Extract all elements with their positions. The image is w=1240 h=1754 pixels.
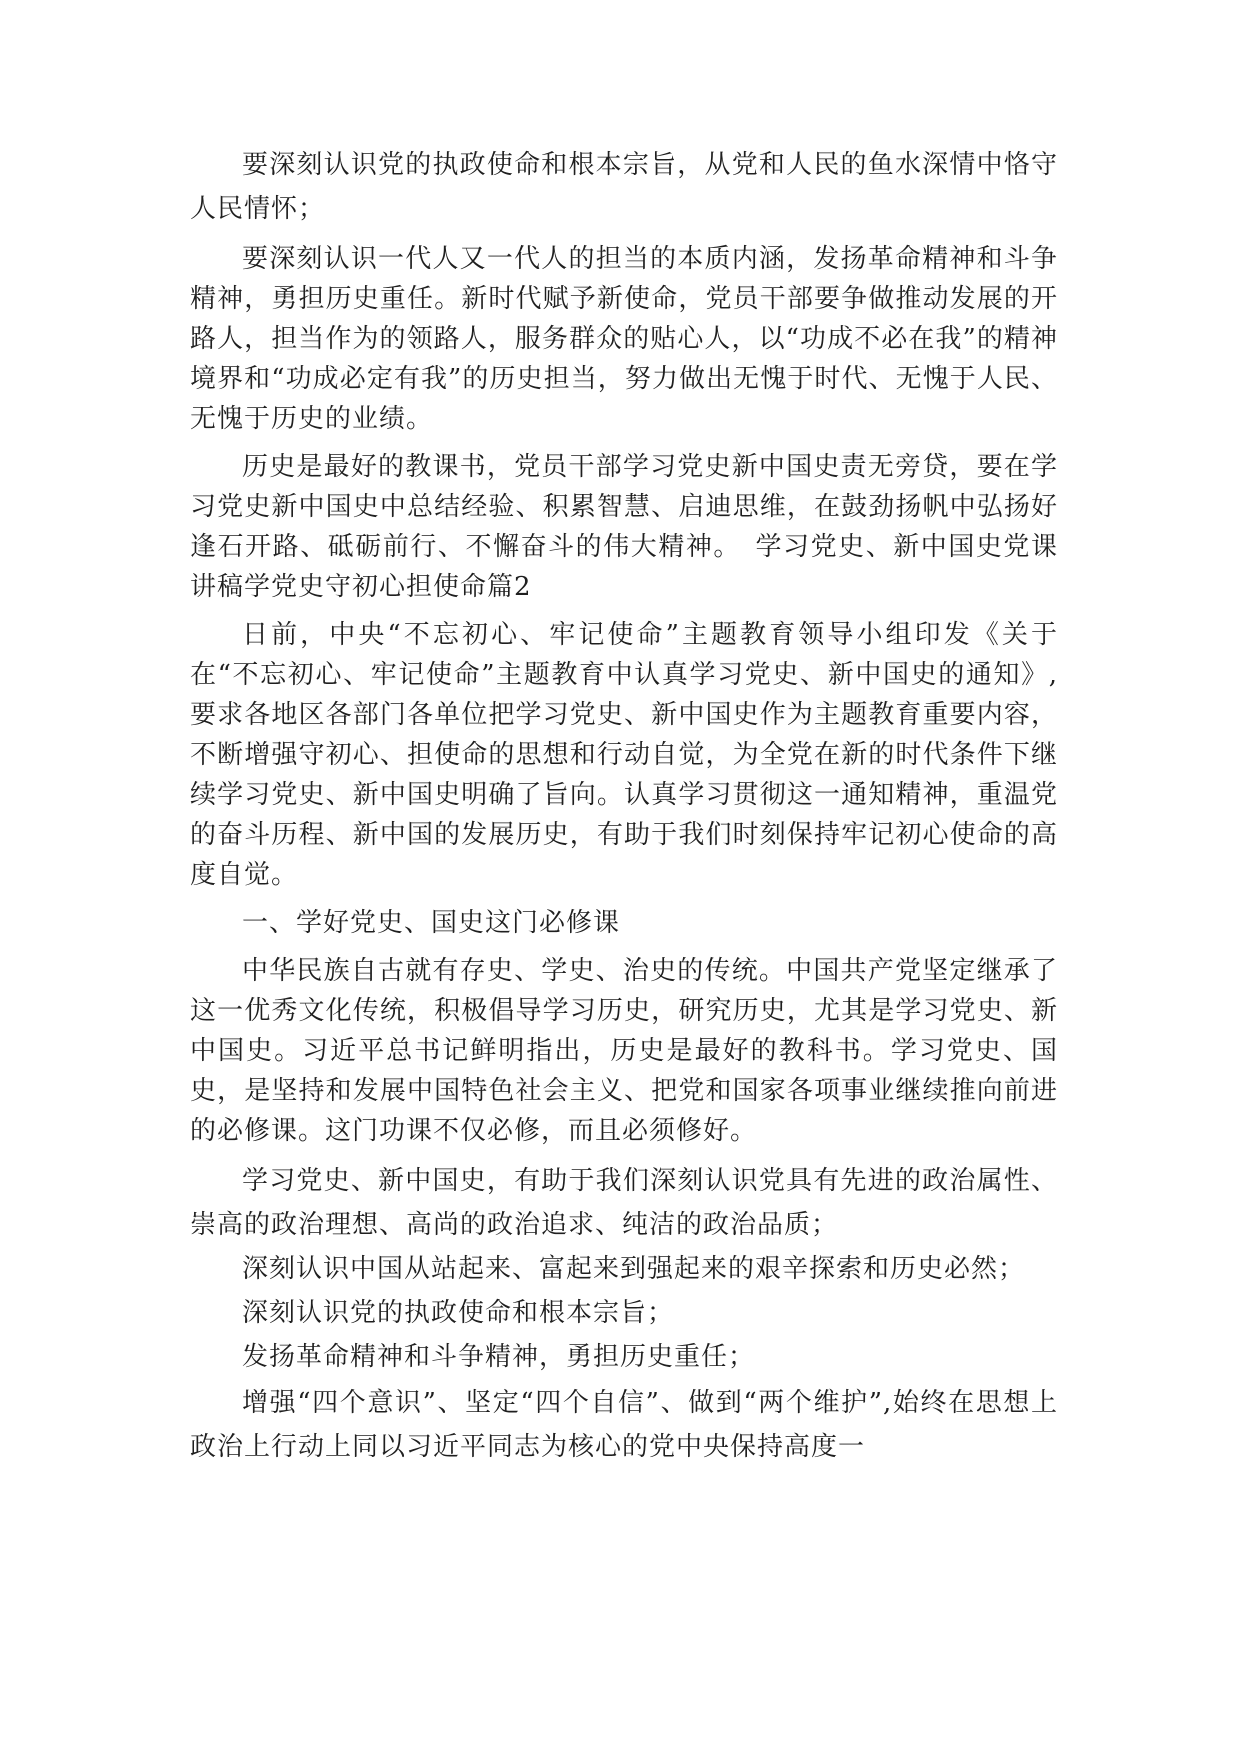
document-body	[190, 143, 1058, 1477]
paragraph: 学习党史、新中国史，有助于我们深刻认识党具有先进的政治属性、崇高的政治理想、高尚的政治追求、纯洁的政治品质；	[190, 1166, 1058, 1240]
paragraph: 增强“四个意识”、坚定“四个自信”、做到“两个维护”,始终在思想上政治上行动上同以习近平同志为核心的党中央保持高度一	[190, 1388, 1058, 1462]
paragraph: 要深刻认识一代人又一代人的担当的本质内涵，发扬革命精神和斗争精神，勇担历史重任。新时代赋予新使命，党员干部要争做推动发展的开路人，担当作为的领路人，服务群众的贴心人，以“功成不必在我”的精神境界和“功成必定有我”的历史担当，努力做出无愧于时代、无愧于人民、无愧于历史的业绩。	[190, 244, 1058, 434]
paragraph: 要深刻认识党的执政使命和根本宗旨，从党和人民的鱼水深情中恪守人民情怀；	[190, 150, 1058, 224]
paragraph: 深刻认识党的执政使命和根本宗旨；	[242, 1298, 675, 1328]
paragraph: 发扬革命精神和斗争精神，勇担历史重任；	[242, 1342, 756, 1372]
paragraph: 历史是最好的教课书，党员干部学习党史新中国史责无旁贷，要在学习党史新中国史中总结经验、积累智慧、启迪思维，在鼓劲扬帆中弘扬好逢石开路、砥砺前行、不懈奋斗的伟大精神。 学习党史、新中国史党课讲稿学党史守初心担使命篇2	[190, 452, 1058, 602]
section-heading: 一、学好党史、国史这门必修课	[242, 908, 621, 938]
paragraph: 深刻认识中国从站起来、富起来到强起来的艰辛探索和历史必然；	[242, 1254, 1026, 1284]
paragraph: 中华民族自古就有存史、学史、治史的传统。中国共产党坚定继承了这一优秀文化传统，积极倡导学习历史，研究历史，尤其是学习党史、新中国史。习近平总书记鲜明指出，历史是最好的教科书。学习党史、国史，是坚持和发展中国特色社会主义、把党和国家各项事业继续推向前进的必修课。这门功课不仅必修，而且必须修好。	[190, 956, 1058, 1146]
paragraph: 日前，中央“不忘初心、牢记使命”主题教育领导小组印发《关于在“不忘初心、牢记使命”主题教育中认真学习党史、新中国史的通知》,要求各地区各部门各单位把学习党史、新中国史作为主题教育重要内容，不断增强守初心、担使命的思想和行动自觉，为全党在新的时代条件下继续学习党史、新中国史明确了旨向。认真学习贯彻这一通知精神，重温党的奋斗历程、新中国的发展历史，有助于我们时刻保持牢记初心使命的高度自觉。	[190, 620, 1058, 890]
